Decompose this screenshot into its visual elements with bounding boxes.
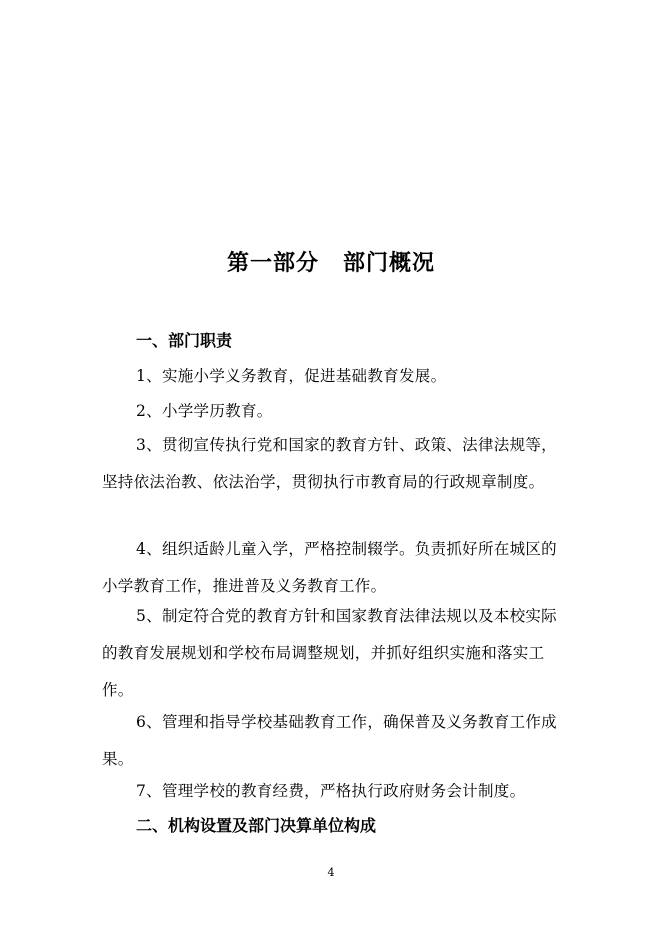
section-1-heading: 一、部门职责: [136, 331, 233, 350]
duty-item-1: 1、实施小学义务教育，促进基础教育发展。: [136, 367, 447, 385]
page-title: [0, 246, 662, 277]
duty-item-5: 5、制定符合党的教育方针和国家教育法律法规以及本校实际的教育发展规划和学校布局调整规划，并抓好组织实施和落实工作。: [102, 607, 557, 699]
duty-item-3: 3、贯彻宣传执行党和国家的教育方针、政策、法律法规等，坚持依法治教、依法治学，贯彻执行市教育局的行政规章制度。: [102, 436, 557, 491]
duty-item-2: 2、小学学历教育。: [136, 402, 273, 420]
duty-item-4: 4、组织适龄儿童入学，严格控制辍学。负责抓好所在城区的小学教育工作，推进普及义务教育工作。: [102, 540, 557, 595]
title-part-1: 第一部分: [226, 251, 319, 276]
duty-item-7: 7、管理学校的教育经费，严格执行政府财务会计制度。: [136, 782, 526, 800]
section-2-heading: 二、机构设置及部门决算单位构成: [136, 816, 377, 835]
page-number: 4: [327, 866, 335, 879]
duty-item-6: 6、管理和指导学校基础教育工作，确保普及义务教育工作成果。: [102, 713, 557, 768]
title-part-2: 部门概况: [343, 251, 436, 276]
